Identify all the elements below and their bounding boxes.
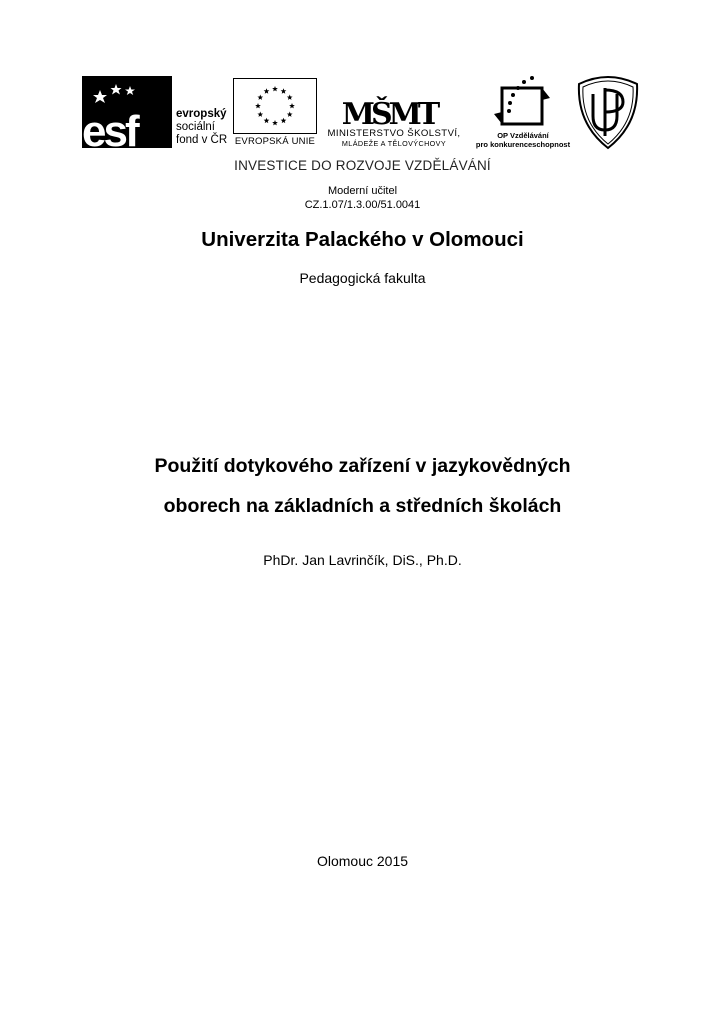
op-line1: OP Vzdělávání [497,131,549,140]
title-line-1: Použití dotykového zařízení v jazykovědných [154,455,571,477]
msmt-line2: MLÁDEŽE A TĚLOVÝCHOVY [341,139,447,148]
msmt-line1: MINISTERSTVO ŠKOLSTVÍ, [327,128,461,139]
title-line-2: oborech na základních a středních školách [163,495,562,517]
op-logo-icon [494,76,552,128]
esf-line1: evropský [176,108,227,120]
eu-label: EVROPSKÁ UNIE [234,136,316,147]
msmt-logo-icon [341,76,437,132]
author: PhDr. Jan Lavrinčík, DiS., Ph.D. [263,552,462,568]
esf-mark: esf [82,107,137,156]
up-shield-icon [573,74,643,150]
place-year: Olomouc 2015 [316,853,409,869]
faculty-name: Pedagogická fakulta [299,270,426,286]
project-code: CZ.1.07/1.3.00/51.0041 [304,199,421,211]
investment-tagline: INVESTICE DO ROZVOJE VZDĚLÁVÁNÍ [234,158,491,173]
op-line2: pro konkurenceschopnost [475,140,571,149]
logo-strip [0,0,725,180]
project-name: Moderní učitel [327,185,398,197]
esf-line3: fond v ČR [176,134,228,146]
esf-line2: sociální [176,121,215,133]
university-name: Univerzita Palackého v Olomouci [201,228,524,251]
eu-flag-icon [233,78,317,134]
msmt-mark: MŠMT [341,97,437,132]
